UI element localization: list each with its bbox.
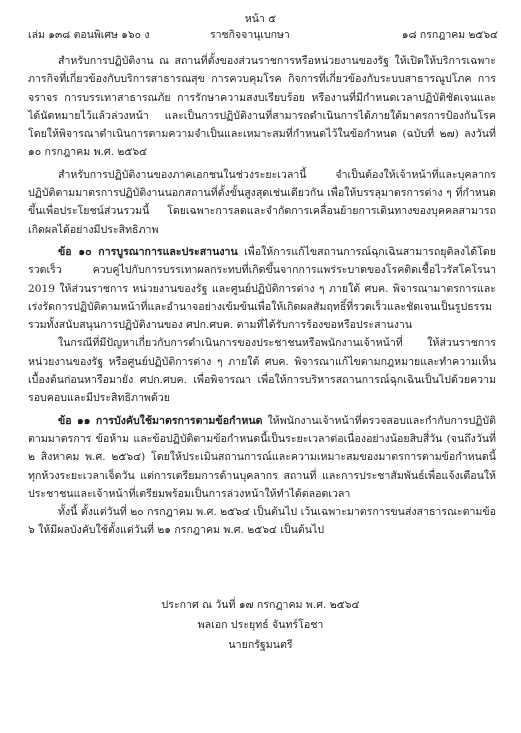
volume-issue: เล่ม ๑๓๘ ตอนพิเศษ ๑๖๐ ง — [28, 29, 150, 41]
signatory-name: พลเอก ประยุทธ์ จันทร์โอชา — [197, 619, 324, 631]
gazette-date: ๑๘ กรกฎาคม ๒๕๖๔ — [401, 29, 498, 41]
paragraph-effective-date: ทั้งนี้ ตั้งแต่วันที่ ๒๐ กรกฎาคม พ.ศ. ๒๕๖๔ เป็นต้นไป เว้นเฉพาะมาตรการขนส่งสาธารณะตามข้อ ๖ ให้มีผลบังคับใช้ตั้งแต่วันที่ ๒๑ กรกฎาคม พ.ศ. ๒๕๖๔ เป็นต้นไป — [28, 506, 496, 537]
announcement-date: ประกาศ ณ วันที่ ๑๗ กรกฎาคม พ.ศ. ๒๕๖๔ — [161, 599, 360, 611]
signatory-position: นายกรัฐมนตรี — [228, 639, 293, 651]
document-body — [28, 52, 496, 544]
clause-10-text: เพื่อให้การแก้ไขสถานการณ์ฉุกเฉินสามารถยุติลงได้โดยรวดเร็ว ควบคู่ไปกับการบรรเทาผลกระทบที่เกิดขึ้นจากการแพร่ระบาดของโรคติดเชื้อไวรัสโคโรนา 2019 ให้ส่วนราชการ หน่วยงานของรัฐ และศูนย์ปฏิบัติการต่าง ๆ ภายใต้ ศบค. พิจารณามาตรการและเร่งรัดการปฏิบัติตามหน้าที่และอำนาจอย่างเข้มข้นเพื่อให้เกิดผลสัมฤทธิ์ที่รวดเร็วและชัดเจนเป็นรูปธรรม รวมทั้งสนับสนุนการปฏิบัติงานของ ศปก.ศบค. ตามที่ได้รับการร้องขอหรือประสานงาน — [28, 245, 496, 332]
clause-10-title: ข้อ ๑๐ การบูรณาการและประสานงาน — [58, 245, 238, 258]
page-number: หน้า ๕ — [244, 13, 277, 25]
clause-10 — [28, 243, 496, 334]
gazette-name: ราชกิจจานุเบกษา — [210, 29, 290, 41]
clause-11-title: ข้อ ๑๑ การบังคับใช้มาตรการตามข้อกำหนด — [58, 414, 263, 427]
paragraph-private-sector: สำหรับการปฏิบัติงานของภาคเอกชนในช่วงระยะเวลานี้ จำเป็นต้องให้เจ้าหน้าที่และบุคลากรปฏิบัติตามมาตรการปฏิบัติงานนอกสถานที่ตั้งขั้นสูงสุดเช่นเดียวกัน เพื่อให้บรรลุมาตรการต่าง ๆ ที่กำหนดขึ้นเพื่อประโยชน์ส่วนรวมนี้ โดยเฉพาะการลดและจำกัดการเคลื่อนย้ายการเดินทางของบุคคลสามารถเกิดผลได้อย่างมีประสิทธิภาพ — [28, 168, 496, 236]
clause-11-text: ให้พนักงานเจ้าหน้าที่ตรวจสอบและกำกับการปฏิบัติตามมาตรการ ข้อห้าม และข้อปฏิบัติตามข้อกำหนดนี้เป็นระยะเวลาต่อเนื่องอย่างน้อยสิบสี่วัน (จนถึงวันที่ ๒ สิงหาคม พ.ศ. ๒๕๖๔) โดยให้ประเมินสถานการณ์และความเหมาะสมของมาตรการตามข้อกำหนดนี้ทุกห้วงระยะเวลาเจ็ดวัน แต่การเตรียมการด้านบุคลากร สถานที่ และการประชาสัมพันธ์เพื่อแจ้งเตือนให้ประชาชนและเจ้าหน้าที่เตรียมพร้อมเป็นการล่วงหน้าให้ทำได้ตลอดเวลา — [28, 414, 496, 500]
clause-10-paragraph-2: ในกรณีที่มีปัญหาเกี่ยวกับการดำเนินการของประชาชนหรือพนักงานเจ้าหน้าที่ ให้ส่วนราชการ หน่วยงานของรัฐ หรือศูนย์ปฏิบัติการต่าง ๆ ภายใต้ ศบค. พิจารณาแก้ไขตามกฎหมายและทำความเห็นเบื้องต้นก่อนหารือมายัง ศปก.ศบค. เพื่อพิจารณา เพื่อให้การบริหารสถานการณ์ฉุกเฉินเป็นไปด้วยความรอบคอบและมีประสิทธิภาพด้วย — [28, 337, 496, 405]
paragraph-government-work: สำหรับการปฏิบัติงาน ณ สถานที่ตั้งของส่วนราชการหรือหน่วยงานของรัฐ ให้เปิดให้บริการเฉพาะภารกิจที่เกี่ยวข้องกับบริการสาธารณสุข การควบคุมโรค กิจการที่เกี่ยวข้องกับระบบสาธารณูปโภค การจราจร การบรรเทาสาธารณภัย การรักษาความสงบเรียบร้อย หรืองานที่มีกำหนดเวลาปฏิบัติชัดเจนและได้นัดหมายไว้แล้วล่วงหน้า และเป็นการปฏิบัติงานที่สามารถดำเนินการได้ภายใต้มาตรการป้องกันโรคโดยให้พิจารณาดำเนินการตามความจำเป็นและเหมาะสมที่กำหนดไว้ในข้อกำหนด (ฉบับที่ ๒๗) ลงวันที่ ๑๐ กรกฎาคม พ.ศ. ๒๕๖๔ — [28, 55, 496, 159]
clause-11 — [28, 412, 496, 503]
